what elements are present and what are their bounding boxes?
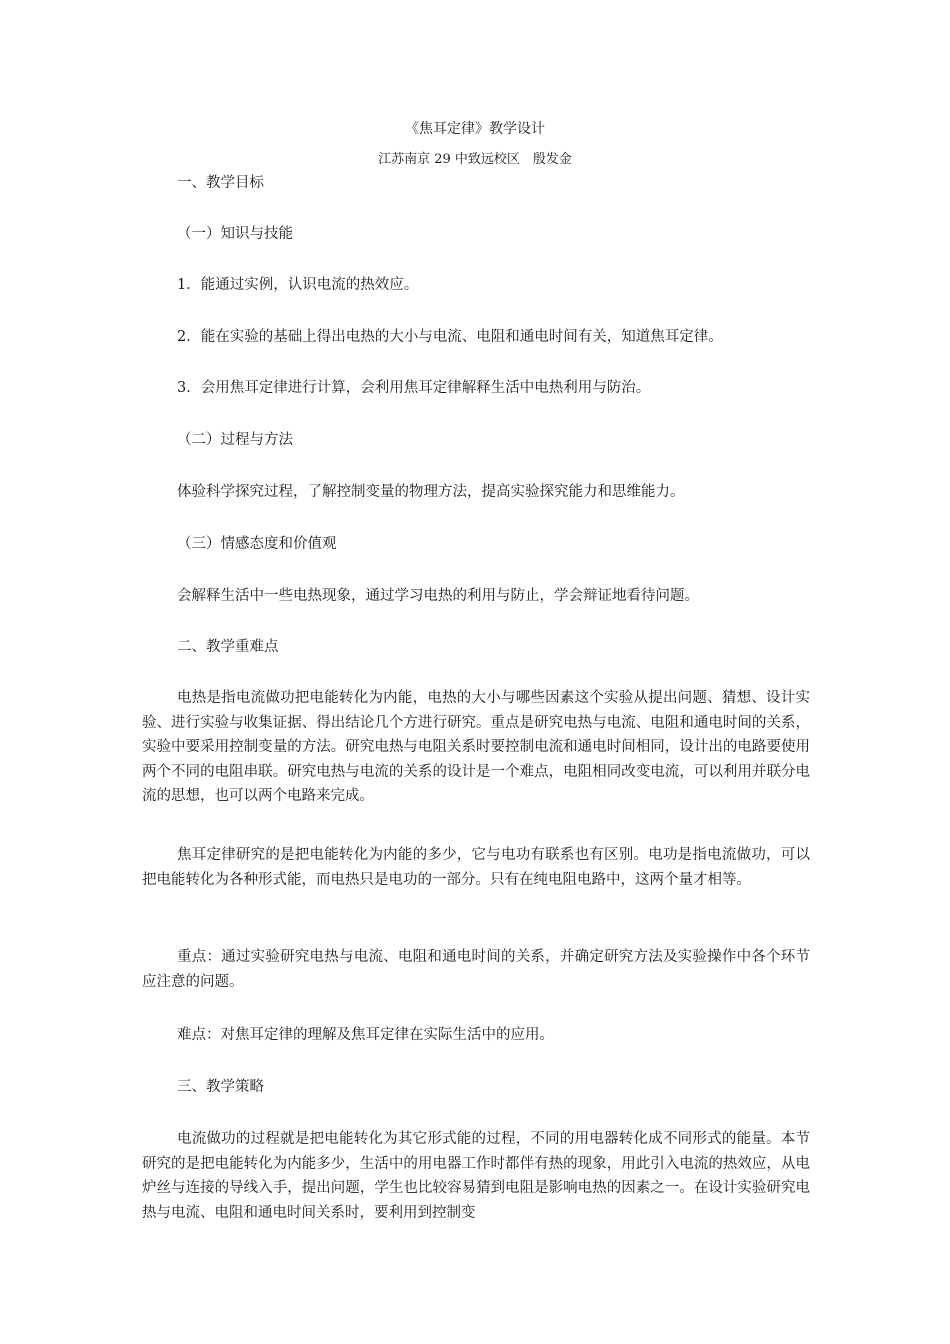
section-heading-teaching-strategy: 三、教学策略 — [177, 1079, 264, 1095]
document-title: 《焦耳定律》教学设计 — [405, 121, 545, 137]
attitude-values-text: 会解释生活中一些电热现象，通过学习电热的利用与防止，学会辩证地看待问题。 — [177, 588, 699, 604]
goal-item-3: 3．会用焦耳定律进行计算，会利用焦耳定律解释生活中电热利用与防治。 — [177, 380, 651, 396]
key-points-paragraph-1: 电热是指电流做功把电能转化为内能，电热的大小与哪些因素这个实验从提出问题、猜想、设计实验、进行实验与收集证据、得出结论几个方进行研究。重点是研究电热与电流、电阻和通电时间的关系，实验中要采用控制变量的方法。研究电热与电阻关系时要控制电流和通电时间相同，设计出的电路要使用两个不同的电阻串联。研究电热与电流的关系的设计是一个难点，电阻相同改变电流，可以利用并联分电流的思想，也可以两个电路来完成。 — [142, 690, 810, 804]
document-author: 江苏南京 29 中致远校区 殷发金 — [378, 152, 572, 167]
key-point-statement: 重点：通过实验研究电热与电流、电阻和通电时间的关系，并确定研究方法及实验操作中各个环节应注意的问题。 — [142, 949, 810, 990]
goal-item-2: 2．能在实验的基础上得出电热的大小与电流、电阻和通电时间有关，知道焦耳定律。 — [177, 329, 723, 345]
process-method-text: 体验科学探究过程，了解控制变量的物理方法，提高实验探究能力和思维能力。 — [177, 484, 685, 500]
key-points-paragraph-2: 焦耳定律研究的是把电能转化为内能的多少，它与电功有联系也有区别。电功是指电流做功，可以把电能转化为各种形式能，而电热只是电功的一部分。只有在纯电阻电路中，这两个量才相等。 — [142, 847, 810, 888]
subheading-process-method: （二）过程与方法 — [177, 432, 293, 448]
subheading-attitude-values: （三）情感态度和价值观 — [177, 536, 337, 552]
section-heading-teaching-goals: 一、教学目标 — [177, 175, 264, 191]
section-heading-key-difficult-points: 二、教学重难点 — [177, 639, 279, 655]
difficult-point-statement: 难点：对焦耳定律的理解及焦耳定律在实际生活中的应用。 — [177, 1027, 554, 1043]
goal-item-1: 1．能通过实例，认识电流的热效应。 — [177, 277, 419, 293]
strategy-paragraph-1: 电流做功的过程就是把电能转化为其它形式能的过程，不同的用电器转化成不同形式的能量。本节研究的是把电能转化为内能多少，生活中的用电器工作时都伴有热的现象，用此引入电流的热效应，从电炉丝与连接的导线入手，提出问题，学生也比较容易猜到电阻是影响电热的因素之一。在设计实验研究电热与电流、电阻和通电时间关系时，要利用到控制变 — [142, 1131, 810, 1221]
subheading-knowledge-skills: （一）知识与技能 — [177, 226, 293, 242]
